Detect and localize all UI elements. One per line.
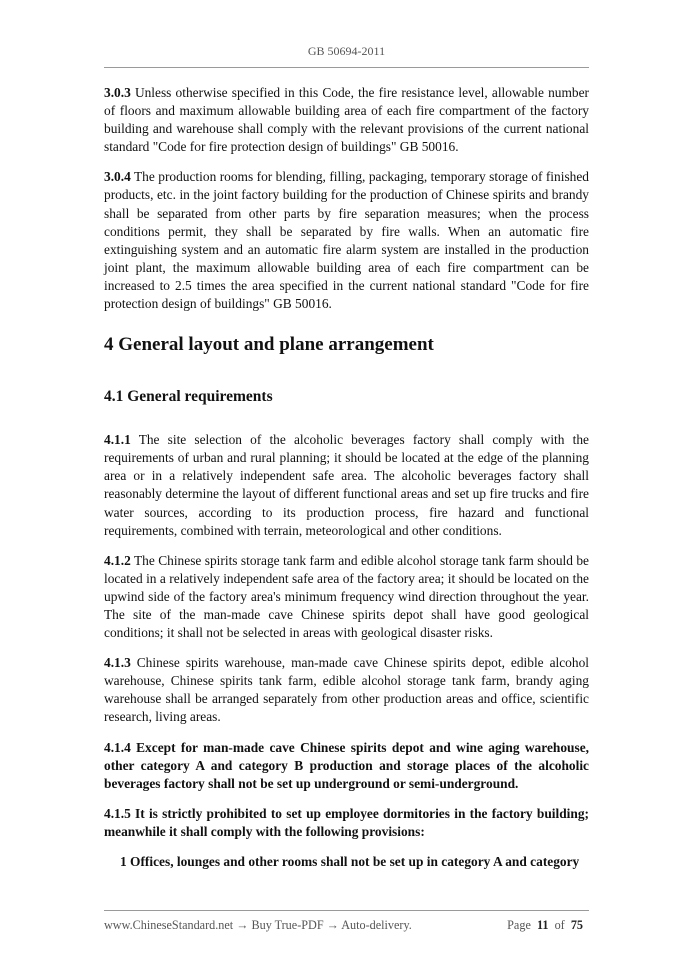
footer-divider	[104, 910, 589, 911]
clause-3-0-4	[104, 168, 589, 313]
clause-text: Chinese spirits warehouse, man-made cave Chinese spirits depot, edible alcohol warehouse, Chinese spirits tank farm, edible alcohol storage tank farm, brandy aging warehouse shall be arranged separately from other production areas and office, scientific research, living areas.	[104, 655, 589, 725]
page-header	[0, 44, 693, 59]
clause-number: 4.1.3	[104, 655, 131, 671]
page-body	[104, 84, 589, 871]
clause-text: The Chinese spirits storage tank farm and edible alcohol storage tank farm should be located in a relatively independent safe area of the factory area; it should be located on the upwind side of the factory area's minimum frequency wind direction throughout the year. The site of the man-made cave Chinese spirits depot shall have good geological conditions; it shall not be selected in areas with geological disaster risks.	[104, 552, 589, 641]
clause-4-1-5: 4.1.5 It is strictly prohibited to set up employee dormitories in the factory building; meanwhile it shall comply with the following provisions:	[104, 805, 589, 839]
page-total: 75	[570, 918, 583, 932]
clause-4-1-2	[104, 552, 589, 642]
buy-true-pdf-link[interactable]: Buy True-PDF	[251, 918, 324, 932]
clause-number: 4.1.2	[104, 552, 131, 568]
clause-4-1-4: 4.1.4 Except for man-made cave Chinese spirits depot and wine aging warehouse, other category A and category B production and storage places of the alcoholic beverages factory shall not be set up underground or semi-underground.	[104, 739, 589, 791]
arrow-right-icon: →	[323, 918, 342, 932]
page-indicator	[507, 918, 583, 933]
clause-text: The production rooms for blending, filling, packaging, temporary storage of finished products, etc. in the joint factory building for the production of Chinese spirits and brandy shall be separated from other parts by fire separation measures; when the process conditions permit, they shall be separated by fire walls. When an automatic fire extinguishing system and an automatic fire alarm system are installed in the production joint plant, the maximum allowable building area of each fire compartment can be increased to 2.5 times the area specified in the current national standard "Code for fire protection design of buildings" GB 50016.	[104, 169, 589, 312]
clause-3-0-3	[104, 84, 589, 156]
of-label: of	[554, 918, 565, 932]
arrow-right-icon: →	[233, 918, 252, 932]
page-number: 11	[536, 918, 549, 932]
clause-4-1-3	[104, 654, 589, 726]
section-heading: 4.1 General requirements	[104, 388, 273, 406]
page-label: Page	[507, 918, 531, 932]
auto-delivery-text: Auto-delivery.	[341, 918, 412, 932]
clause-text: The site selection of the alcoholic beverages factory shall comply with the requirements of urban and rural planning; it should be located at the edge of the planning area or in a relatively independent safe area. The alcoholic beverages factory shall reasonably determine the layout of different functional areas and set up fire trucks and fire water sources, according to its production process, fire hazard and functional requirements, combined with terrain, meteorological and other conditions.	[104, 432, 589, 538]
website-link[interactable]: www.ChineseStandard.net	[104, 918, 234, 932]
document-code: GB 50694-2011	[307, 44, 386, 58]
footer-links	[104, 918, 412, 933]
list-item: 1 Offices, lounges and other rooms shall not be set up in category A and category	[120, 854, 580, 869]
chapter-heading: 4 General layout and plane arrangement	[104, 334, 434, 356]
clause-number: 3.0.4	[104, 169, 131, 185]
header-divider	[104, 67, 589, 68]
clause-number: 3.0.3	[104, 85, 131, 100]
clause-number: 4.1.1	[104, 432, 131, 448]
clause-4-1-1	[104, 431, 589, 540]
clause-text: Unless otherwise specified in this Code, the fire resistance level, allowable number of floors and maximum allowable building area of each fire compartment of the factory building and warehouse shall comply with the relevant provisions of the current national standard "Code for fire protection design of buildings" GB 50016.	[104, 85, 589, 155]
